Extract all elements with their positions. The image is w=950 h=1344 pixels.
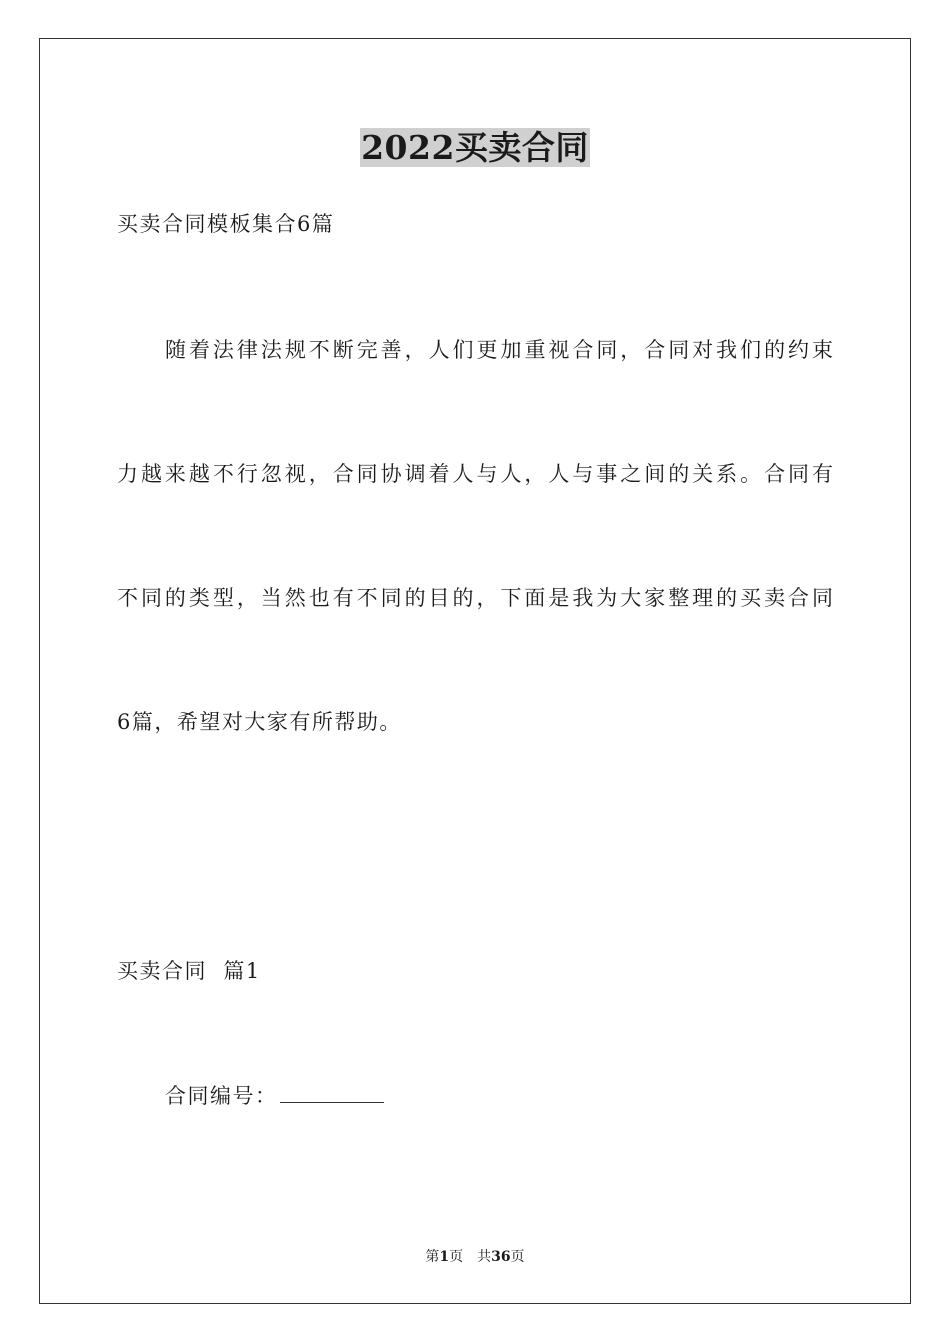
footer-total-suffix: 页 (510, 1249, 525, 1265)
title-highlight: 2022买卖合同 (361, 128, 589, 167)
intro-line-4: 6篇，希望对大家有所帮助。 (117, 710, 402, 734)
footer-page-total: 36 (491, 1249, 511, 1265)
footer-page-current: 1 (439, 1249, 450, 1265)
intro-line-1: 随着法律法规不断完善，人们更加重视合同，合同对我们的约束 (165, 338, 833, 362)
footer-total-prefix: 共 (477, 1249, 492, 1265)
page-footer (0, 1247, 950, 1267)
footer-page-prefix: 第 (425, 1249, 440, 1265)
document-subtitle: 买卖合同模板集合6篇 (117, 212, 335, 236)
intro-line-2: 力越来越不行忽视，合同协调着人与人，人与事之间的关系。合同有 (117, 462, 833, 486)
document-title (0, 128, 950, 168)
section-heading: 买卖合同 篇1 (117, 959, 261, 983)
footer-page-suffix: 页 (449, 1249, 464, 1265)
contract-number-row (165, 1081, 384, 1111)
contract-number-blank (280, 1082, 384, 1103)
contract-number-label: 合同编号： (165, 1084, 278, 1108)
intro-line-3: 不同的类型，当然也有不同的目的，下面是我为大家整理的买卖合同 (117, 586, 833, 610)
